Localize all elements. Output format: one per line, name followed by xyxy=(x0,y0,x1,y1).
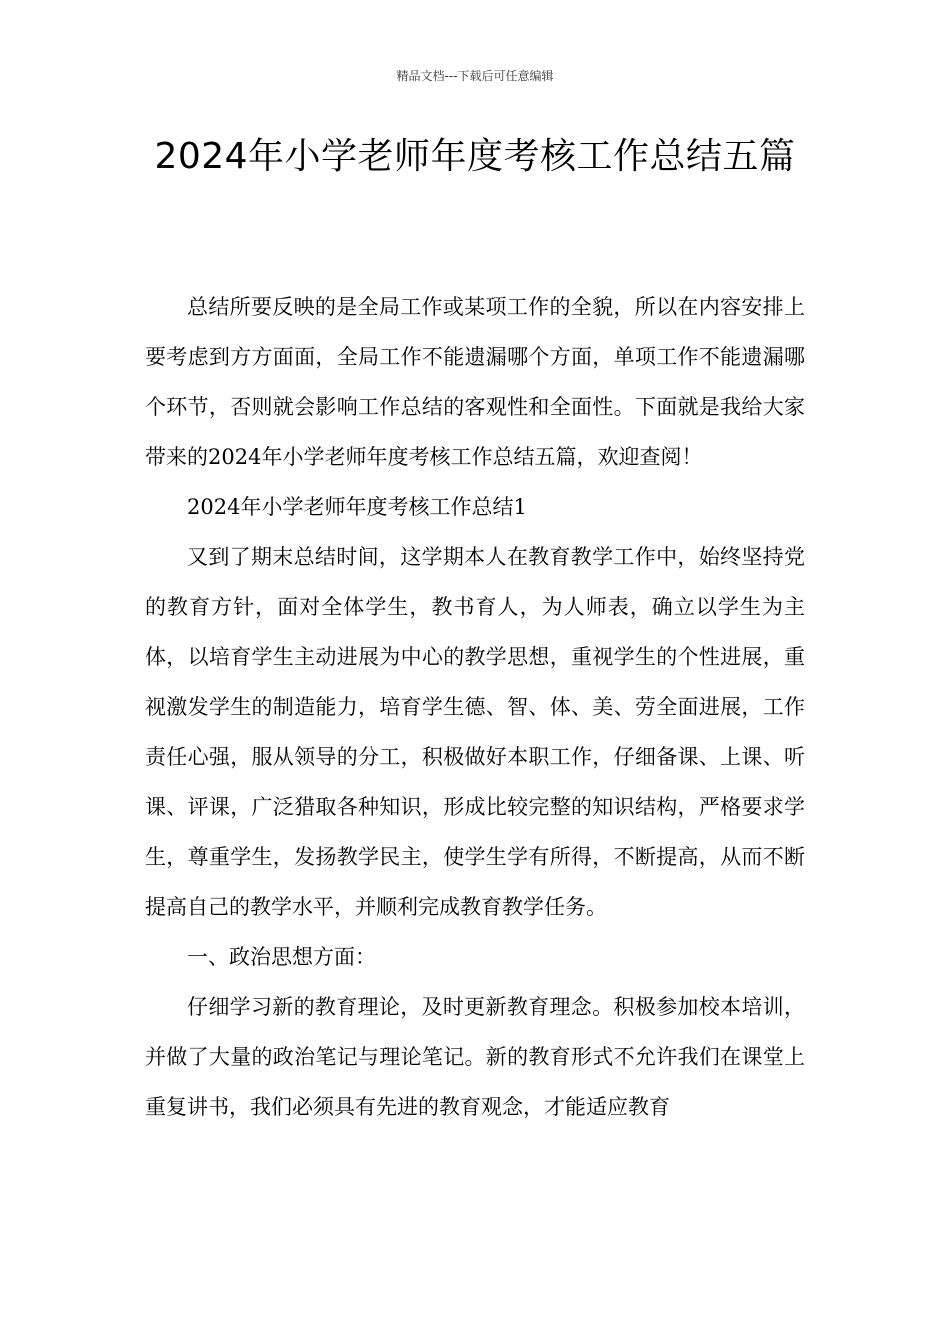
document-body xyxy=(145,282,805,1132)
summary-paragraph: 又到了期末总结时间，这学期本人在教育教学工作中，始终坚持党的教育方针，面对全体学生，教书育人，为人师表，确立以学生为主体，以培育学生主动进展为中心的教学思想，重视学生的个性进展，重视激发学生的制造能力，培育学生德、智、体、美、劳全面进展，工作责任心强，服从领导的分工，积极做好本职工作，仔细备课、上课、听课、评课，广泛猎取各种知识，形成比较完整的知识结构，严格要求学生，尊重学生，发扬教学民主，使学生学有所得，不断提高，从而不断提高自己的教学水平，并顺利完成教育教学任务。 xyxy=(145,545,805,919)
document-title: 2024年小学老师年度考核工作总结五篇 xyxy=(154,136,796,177)
intro-paragraph: 总结所要反映的是全局工作或某项工作的全貌，所以在内容安排上要考虑到方方面面，全局工作不能遗漏哪个方面，单项工作不能遗漏哪个环节，否则就会影响工作总结的客观性和全面性。下面就是我给大家带来的2024年小学老师年度考核工作总结五篇，欢迎查阅！ xyxy=(145,295,805,469)
section-heading-1: 2024年小学老师年度考核工作总结1 xyxy=(187,495,527,519)
subheading-politics: 一、政治思想方面： xyxy=(187,945,376,969)
politics-paragraph: 仔细学习新的教育理论，及时更新教育理念。积极参加校本培训，并做了大量的政治笔记与理论笔记。新的教育形式不允许我们在课堂上重复讲书，我们必须具有先进的教育观念，才能适应教育 xyxy=(145,995,805,1119)
header-note: 精品文档---下载后可任意编辑 xyxy=(396,69,554,83)
